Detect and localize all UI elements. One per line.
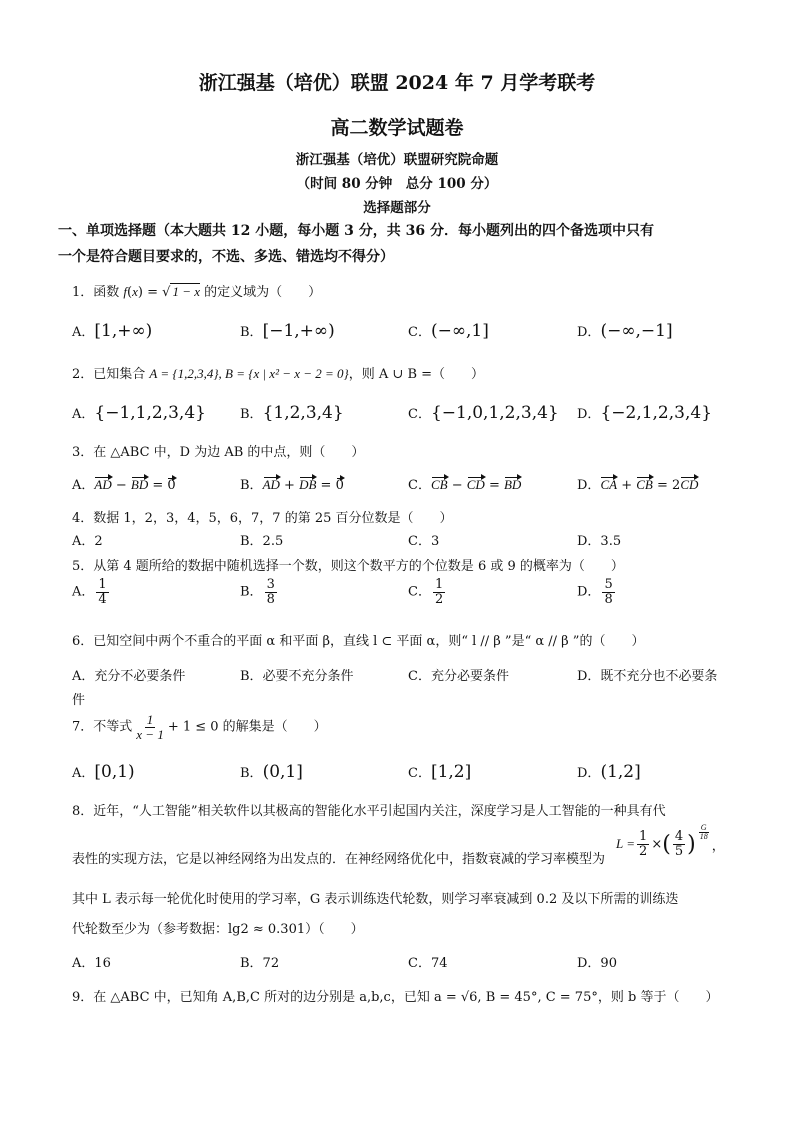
q7-option-d: D．(1,2] — [577, 762, 641, 782]
exam-issuer: 浙江强基（培优）联盟研究院命题 — [295, 152, 499, 168]
q8-option-a: A．16 — [72, 956, 111, 971]
q8-formula: L = $\frac{1}{2}$ × ( $\frac{4}{5}$ ) $\frac{G}{18}$ ， — [616, 823, 725, 859]
q6-option-c: C．充分必要条件 — [408, 669, 509, 684]
q5-stem: 5．从第 4 题所给的数据中随机选择一个数，则这个数平方的个位数是 6 或 9 的概率为（ ） — [72, 559, 624, 574]
q3-option-b: B．AD + DB = 0 — [240, 477, 344, 493]
q7-option-c: C．[1,2] — [408, 762, 472, 782]
q8-option-d: D．90 — [577, 956, 617, 971]
q7-stem: 7．不等式 $\frac{1}{x - 1}$ + 1 ≤ 0 的解集是（ ） — [72, 712, 327, 742]
q6-option-d-wrap: 件 — [72, 693, 86, 708]
exam-time-info: （时间 80 分钟 总分 100 分） — [296, 176, 498, 192]
q2-option-b: B．{1,2,3,4} — [240, 403, 344, 423]
q1-option-d: D．(−∞,−1] — [577, 321, 673, 341]
q3-stem: 3．在 △ABC 中，D 为边 AB 的中点，则（ ） — [72, 445, 365, 460]
q7-option-b: B．(0,1] — [240, 762, 303, 782]
q5-option-b: B． $\frac{3}{8}$ — [240, 577, 275, 607]
q2-option-a: A．{−1,1,2,3,4} — [72, 403, 206, 423]
q4-option-b: B．2.5 — [240, 534, 284, 549]
section1-line2: 一个是符合题目要求的，不选、多选、错选均不得分） — [58, 249, 394, 265]
q8-option-b: B．72 — [240, 956, 280, 971]
q4-option-c: C．3 — [408, 534, 440, 549]
q1-option-a: A．[1,+∞) — [72, 321, 153, 341]
exam-part-label: 选择题部分 — [363, 200, 431, 216]
section1-line1: 一、单项选择题（本大题共 12 小题，每小题 3 分，共 36 分．每小题列出的四个备选项中只有 — [58, 223, 654, 239]
q2-option-d: D．{−2,1,2,3,4} — [577, 403, 713, 423]
q6-option-d: D．既不充分也不必要条 — [577, 669, 718, 684]
q2-stem: 2．已知集合 A = {1,2,3,4}, B = {x | x² − x − 2 = 0}，则 A ∪ B =（ ） — [72, 366, 485, 382]
q4-stem: 4．数据 1，2，3，4，5，6，7，7 的第 25 百分位数是（ ） — [72, 511, 453, 526]
q8-line3: 其中 L 表示每一轮优化时使用的学习率，G 表示训练迭代轮数，则学习率衰减到 0.2 及以下所需的训练迭 — [72, 892, 679, 907]
q6-stem: 6．已知空间中两个不重合的平面 α 和平面 β，直线 l ⊂ 平面 α，则“ l // β ”是“ α // β ”的（ ） — [72, 634, 645, 649]
exam-subtitle: 高二数学试题卷 — [330, 117, 464, 139]
q1-option-c: C．(−∞,1] — [408, 321, 489, 341]
q3-option-c: C．CB − CD = BD — [408, 477, 522, 493]
q4-option-a: A．2 — [72, 534, 103, 549]
q6-option-a: A．充分不必要条件 — [72, 669, 186, 684]
q2-option-c: C．{−1,0,1,2,3,4} — [408, 403, 559, 423]
q3-option-a: A．AD − BD = 0 — [72, 477, 176, 493]
q5-option-a: A． $\frac{1}{4}$ — [72, 577, 107, 607]
q5-option-d: D． $\frac{5}{8}$ — [577, 577, 613, 607]
q9-stem: 9．在 △ABC 中，已知角 A,B,C 所对的边分别是 a,b,c，已知 a = √6, B = 45°, C = 75°，则 b 等于（ ） — [72, 990, 719, 1005]
q6-option-b: B．必要不充分条件 — [240, 669, 354, 684]
q5-option-c: C． $\frac{1}{2}$ — [408, 577, 444, 607]
q1-option-b: B．[−1,+∞) — [240, 321, 335, 341]
q3-option-d: D．CA + CB = 2CD — [577, 477, 699, 493]
exam-title: 浙江强基（培优）联盟 2024 年 7 月学考联考 — [198, 72, 596, 94]
q8-line2: 表性的实现方法，它是以神经网络为出发点的．在神经网络优化中，指数衰减的学习率模型为 — [72, 852, 606, 867]
q8-line1: 8．近年，“人工智能”相关软件以其极高的智能化水平引起国内关注，深度学习是人工智能的一种具有代 — [72, 804, 666, 819]
q8-option-c: C．74 — [408, 956, 448, 971]
q1-stem: 1．函数 f(x) = √ 1 − x 的定义域为（ ） — [72, 284, 322, 300]
q4-option-d: D．3.5 — [577, 534, 622, 549]
q8-line4: 代轮数至少为（参考数据：lg2 ≈ 0.301）（ ） — [72, 922, 364, 937]
q7-option-a: A．[0,1) — [72, 762, 135, 782]
